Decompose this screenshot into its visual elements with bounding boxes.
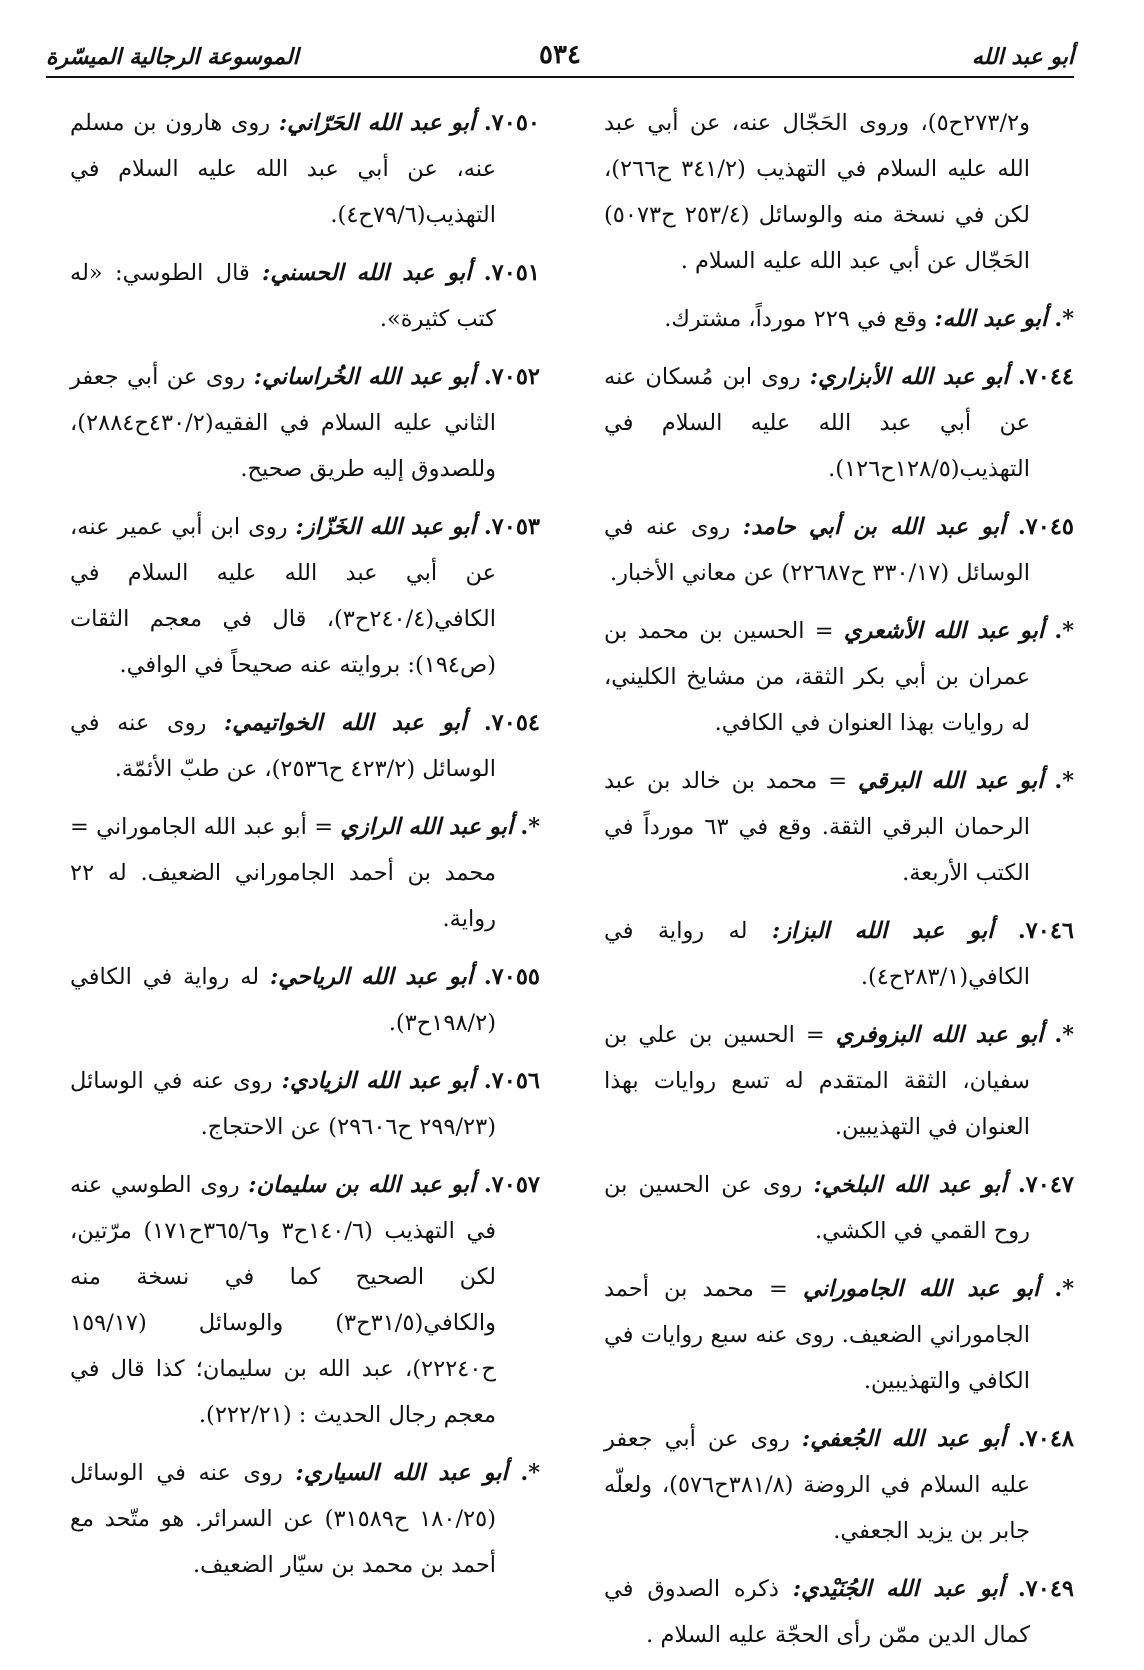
entry-name: أبو عبد الله البزوفري (835, 1022, 1044, 1048)
biography-entry (70, 954, 540, 1046)
biography-entry (604, 758, 1074, 896)
biography-entry (604, 354, 1074, 492)
entry-text: روى ابن مُسكان عنه عن أبي عبد الله عليه السلام في التهذيب(١٢٨/٥ح١٢٦). (604, 364, 1030, 482)
entry-text: = الحسين بن محمد بن عمران بن أبي بكر الثقة، من مشايخ الكليني، له روايات بهذا العنوان في الكافي. (604, 618, 1030, 736)
entry-number: ٧٠٥٣. (483, 514, 540, 540)
entry-name: أبو عبد الله الحَرّاني: (278, 110, 476, 136)
entry-number: ٧٠٤٦. (1017, 918, 1074, 944)
entry-number: ٧٠٥٢. (483, 364, 540, 390)
entry-text: روى عنه في الوسائل (٤٢٣/٢ ح٢٥٣٦)، عن طبّ الأئمّة. (70, 710, 496, 782)
entry-number: *. (1054, 1022, 1074, 1048)
entry-number: ٧٠٤٩. (1017, 1576, 1075, 1602)
biography-entry (70, 700, 540, 792)
entry-number: ٧٠٥٥. (483, 964, 540, 990)
entry-name: أبو عبد الله: (934, 306, 1048, 332)
entry-number: ٧٠٤٥. (1017, 514, 1074, 540)
entry-name: أبو عبد الله الجُعفي: (801, 1426, 1006, 1452)
entry-number: ٧٠٥٦. (483, 1068, 541, 1094)
entry-text: = محمد بن أحمد الجاموراني الضعيف. روى عنه سبع روايات في الكافي والتهذيبين. (604, 1276, 1030, 1394)
entry-name: أبو عبد الله البرقي (858, 768, 1044, 794)
entry-number: ٧٠٥١. (483, 260, 540, 286)
biography-entry (604, 504, 1074, 596)
entry-text: روى عن أبي جعفر الثاني عليه السلام في الفقيه(٤٣٠/٢ح٢٨٨٤)، وللصدوق إليه طريق صحيح. (70, 364, 496, 482)
page-header (46, 28, 1074, 78)
entry-name: أبو عبد الله بن سليمان: (248, 1172, 476, 1198)
entry-name: أبو عبد الله الخواتيمي: (223, 710, 467, 736)
biography-entry (70, 1162, 540, 1438)
entry-number: *. (520, 814, 541, 840)
entry-text: روى الطوسي عنه في التهذيب (١٤٠/٦ح٣ و٣٦٥/٦ح١٧١) مرّتين، لكن الصحيح كما في نسخة منه والكافي(٣١/٥ح٣) والوسائل (١٥٩/١٧ ح٢٢٢٤٠)، عبد الله بن سليمان؛ كذا قال في معجم رجال الحديث : (٢٢٢/٢١). (70, 1172, 496, 1428)
entry-text: ذكره الصدوق في كمال الدين ممّن رأى الحجّة عليه السلام . (604, 1576, 1030, 1648)
biography-entry (70, 1058, 540, 1150)
biography-entry (604, 1162, 1074, 1254)
running-title-left: الموسوعة الرجالية الميسّرة (46, 44, 299, 70)
entry-text: = الحسين بن علي بن سفيان، الثقة المتقدم له تسع روايات بهذا العنوان في التهذيبين. (604, 1022, 1030, 1140)
biography-entry (604, 296, 1074, 342)
entry-name: أبو عبد الله البلخي: (813, 1172, 1007, 1198)
biography-entry (604, 1012, 1074, 1150)
entry-number: *. (1054, 306, 1074, 332)
running-title-right: أبو عبد الله (971, 44, 1074, 70)
entry-name: أبو عبد الله الأبزاري: (809, 364, 1009, 390)
entry-number: *. (1054, 768, 1074, 794)
entry-number: *. (1054, 1276, 1074, 1302)
entry-text: روى عنه في الوسائل (٣٣٠/١٧ ح٢٢٦٨٧) عن معاني الأخبار. (604, 514, 1030, 586)
entry-number: ٧٠٥٠. (483, 110, 540, 136)
entry-name: أبو عبد الله الخُراساني: (253, 364, 476, 390)
entry-number: *. (520, 1460, 541, 1486)
biography-entry (604, 1266, 1074, 1404)
entry-text: روى عن أبي جعفر عليه السلام في الروضة (٣٨١/٨ح٥٧٦)، ولعلّه جابر بن يزيد الجعفي. (604, 1426, 1030, 1544)
entry-name: أبو عبد الله الأشعري (843, 618, 1045, 644)
entry-text: وقع في ٢٢٩ مورداً، مشترك. (664, 306, 935, 332)
entry-name: أبو عبد الله الجاموراني (802, 1276, 1040, 1302)
entry-text: روى عنه في الوسائل (١٨٠/٢٥ ح٣١٥٨٩) عن السرائر. هو متّحد مع أحمد بن محمد بن سيّار الضعيف. (70, 1460, 496, 1578)
biography-entry (604, 100, 1074, 284)
biography-entry (70, 1450, 540, 1588)
left-column (70, 100, 540, 1600)
biography-entry (604, 1416, 1074, 1554)
entry-name: أبو عبد الله الزيادي: (281, 1068, 475, 1094)
page-number: ٥٣٤ (539, 40, 581, 70)
biography-entry (70, 804, 540, 942)
entry-name: أبو عبد الله الرازي (340, 814, 514, 840)
biography-entry (604, 1566, 1074, 1658)
entry-number: ٧٠٤٧. (1017, 1172, 1075, 1198)
entry-number: *. (1054, 618, 1074, 644)
biography-entry (70, 504, 540, 688)
entry-name: أبو عبد الله البزاز: (771, 918, 994, 944)
biography-entry (604, 908, 1074, 1000)
entry-text: له رواية في الكافي(٢٨٣/١ح٤). (604, 918, 1030, 990)
entry-name: أبو عبد الله الرياحي: (270, 964, 473, 990)
entry-name: أبو عبد الله الخَزّاز: (295, 514, 476, 540)
entry-text: = محمد بن خالد بن عبد الرحمان البرقي الثقة. وقع في ٦٣ مورداً في الكتب الأربعة. (604, 768, 1030, 886)
right-column (604, 100, 1074, 1670)
biography-entry (70, 250, 540, 342)
entry-text: و٢٧٣/٢ح٥)، وروى الحَجّال عنه، عن أبي عبد الله عليه السلام في التهذيب (٣٤١/٢ ح٢٦٦)، لكن في نسخة منه والوسائل (٢٥٣/٤ ح٥٠٧٣) الحَجّال عن أبي عبد الله عليه السلام . (604, 110, 1030, 274)
entry-number: ٧٠٤٤. (1017, 364, 1074, 390)
entry-name: أبو عبد الله الجُنَيْدي: (792, 1576, 1004, 1602)
entry-text: روى عنه في الوسائل (٢٩٩/٢٣ ح٢٩٦٠٦) عن الاحتجاج. (70, 1068, 496, 1140)
entry-number: ٧٠٥٤. (483, 710, 541, 736)
entry-text: قال الطوسي: «له كتب كثيرة». (70, 260, 496, 332)
entry-number: ٧٠٤٨. (1017, 1426, 1074, 1452)
entry-text: روى عن الحسين بن روح القمي في الكشي. (604, 1172, 1030, 1244)
entry-text: روى ابن أبي عمير عنه، عن أبي عبد الله عليه السلام في الكافي(٢٤٠/٤ح٣)، قال في معجم الثقات (ص١٩٤): بروايته عنه صحيحاً في الوافي. (70, 514, 496, 678)
entry-text: = أبو عبد الله الجاموراني = محمد بن أحمد الجاموراني الضعيف. له ٢٢ رواية. (70, 814, 496, 932)
entry-text: روى هارون بن مسلم عنه، عن أبي عبد الله عليه السلام في التهذيب(٧٩/٦ح٤). (70, 110, 496, 228)
biography-entry (70, 100, 540, 238)
biography-entry (604, 608, 1074, 746)
entry-number: ٧٠٥٧. (483, 1172, 540, 1198)
entry-name: أبو عبد الله الحسني: (262, 260, 472, 286)
entry-text: له رواية في الكافي (١٩٨/٢ح٣). (70, 964, 496, 1036)
entry-name: أبو عبد الله السياري: (295, 1460, 508, 1486)
entry-name: أبو عبد الله بن أبي حامد: (742, 514, 1006, 540)
biography-entry (70, 354, 540, 492)
